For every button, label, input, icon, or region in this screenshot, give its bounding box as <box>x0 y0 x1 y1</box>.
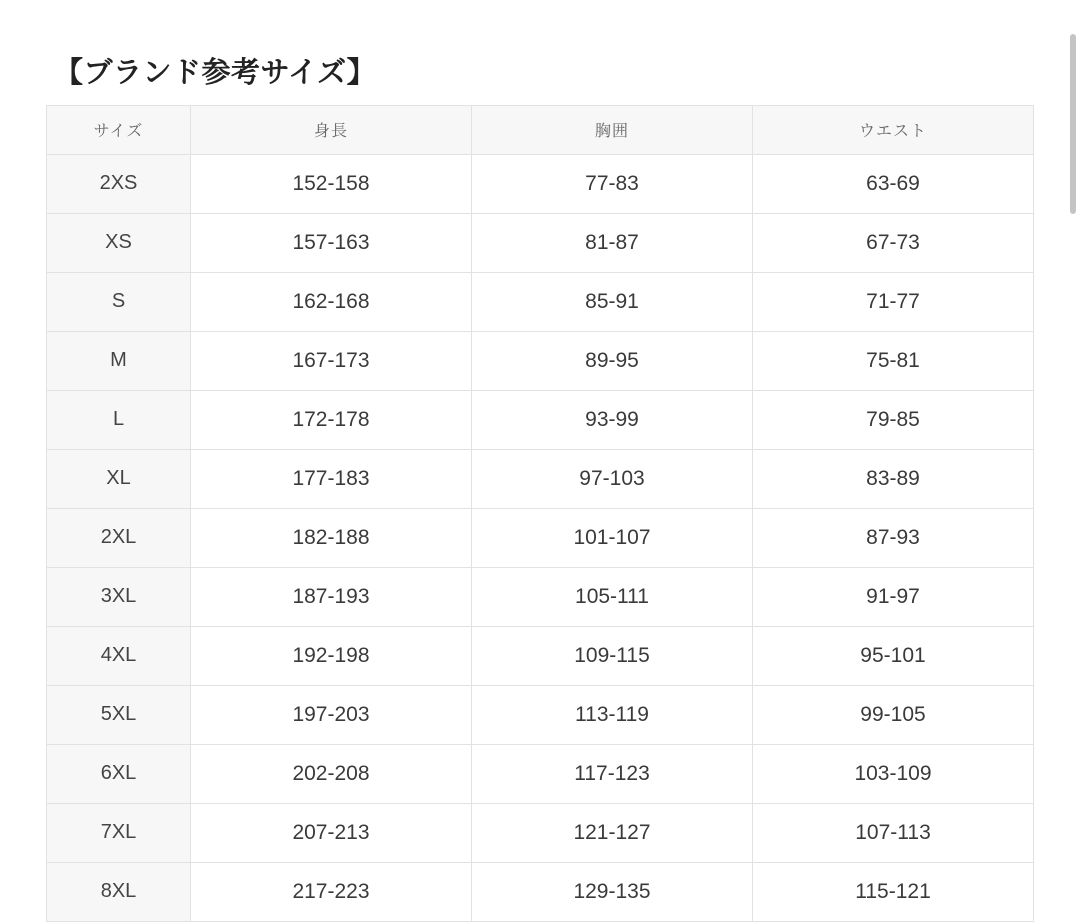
cell-height: 152-158 <box>191 154 472 213</box>
table-row <box>47 154 1034 213</box>
cell-chest: 113-119 <box>472 685 753 744</box>
table-row <box>47 567 1034 626</box>
cell-chest: 81-87 <box>472 213 753 272</box>
cell-waist: 63-69 <box>753 154 1034 213</box>
table-row <box>47 449 1034 508</box>
cell-height: 202-208 <box>191 744 472 803</box>
cell-chest: 97-103 <box>472 449 753 508</box>
cell-size: 6XL <box>47 744 191 803</box>
cell-size: S <box>47 272 191 331</box>
scrollbar-thumb[interactable] <box>1070 34 1076 214</box>
cell-height: 182-188 <box>191 508 472 567</box>
cell-height: 192-198 <box>191 626 472 685</box>
column-header-chest: 胸囲 <box>472 105 753 154</box>
table-header-row <box>47 105 1034 154</box>
cell-height: 157-163 <box>191 213 472 272</box>
cell-chest: 109-115 <box>472 626 753 685</box>
cell-size: 5XL <box>47 685 191 744</box>
table-row <box>47 803 1034 862</box>
cell-height: 172-178 <box>191 390 472 449</box>
cell-size: M <box>47 331 191 390</box>
cell-chest: 129-135 <box>472 862 753 921</box>
cell-size: 8XL <box>47 862 191 921</box>
table-row <box>47 508 1034 567</box>
table-row <box>47 213 1034 272</box>
cell-chest: 121-127 <box>472 803 753 862</box>
table-row <box>47 862 1034 921</box>
table-header <box>47 105 1034 154</box>
cell-waist: 107-113 <box>753 803 1034 862</box>
cell-waist: 91-97 <box>753 567 1034 626</box>
cell-chest: 85-91 <box>472 272 753 331</box>
table-row <box>47 626 1034 685</box>
cell-size: 3XL <box>47 567 191 626</box>
cell-waist: 87-93 <box>753 508 1034 567</box>
column-header-size: サイズ <box>47 105 191 154</box>
cell-height: 177-183 <box>191 449 472 508</box>
cell-chest: 117-123 <box>472 744 753 803</box>
column-header-height: 身長 <box>191 105 472 154</box>
cell-size: 4XL <box>47 626 191 685</box>
cell-height: 167-173 <box>191 331 472 390</box>
cell-waist: 75-81 <box>753 331 1034 390</box>
cell-waist: 67-73 <box>753 213 1034 272</box>
table-row <box>47 331 1034 390</box>
column-header-waist: ウエスト <box>753 105 1034 154</box>
table-body <box>47 154 1034 921</box>
page-title: 【ブランド参考サイズ】 <box>54 57 377 89</box>
cell-waist: 83-89 <box>753 449 1034 508</box>
table-row <box>47 390 1034 449</box>
cell-waist: 95-101 <box>753 626 1034 685</box>
cell-chest: 93-99 <box>472 390 753 449</box>
cell-size: 2XL <box>47 508 191 567</box>
cell-height: 162-168 <box>191 272 472 331</box>
cell-size: 2XS <box>47 154 191 213</box>
size-chart-table <box>46 105 1034 922</box>
cell-chest: 77-83 <box>472 154 753 213</box>
cell-size: L <box>47 390 191 449</box>
table-row <box>47 272 1034 331</box>
cell-size: XL <box>47 449 191 508</box>
cell-waist: 71-77 <box>753 272 1034 331</box>
vertical-scrollbar[interactable] <box>1066 0 1080 924</box>
cell-height: 207-213 <box>191 803 472 862</box>
cell-waist: 99-105 <box>753 685 1034 744</box>
table-row <box>47 744 1034 803</box>
cell-size: XS <box>47 213 191 272</box>
cell-waist: 103-109 <box>753 744 1034 803</box>
cell-waist: 79-85 <box>753 390 1034 449</box>
cell-size: 7XL <box>47 803 191 862</box>
cell-height: 217-223 <box>191 862 472 921</box>
cell-height: 187-193 <box>191 567 472 626</box>
cell-chest: 89-95 <box>472 331 753 390</box>
cell-height: 197-203 <box>191 685 472 744</box>
cell-waist: 115-121 <box>753 862 1034 921</box>
table-row <box>47 685 1034 744</box>
cell-chest: 101-107 <box>472 508 753 567</box>
cell-chest: 105-111 <box>472 567 753 626</box>
